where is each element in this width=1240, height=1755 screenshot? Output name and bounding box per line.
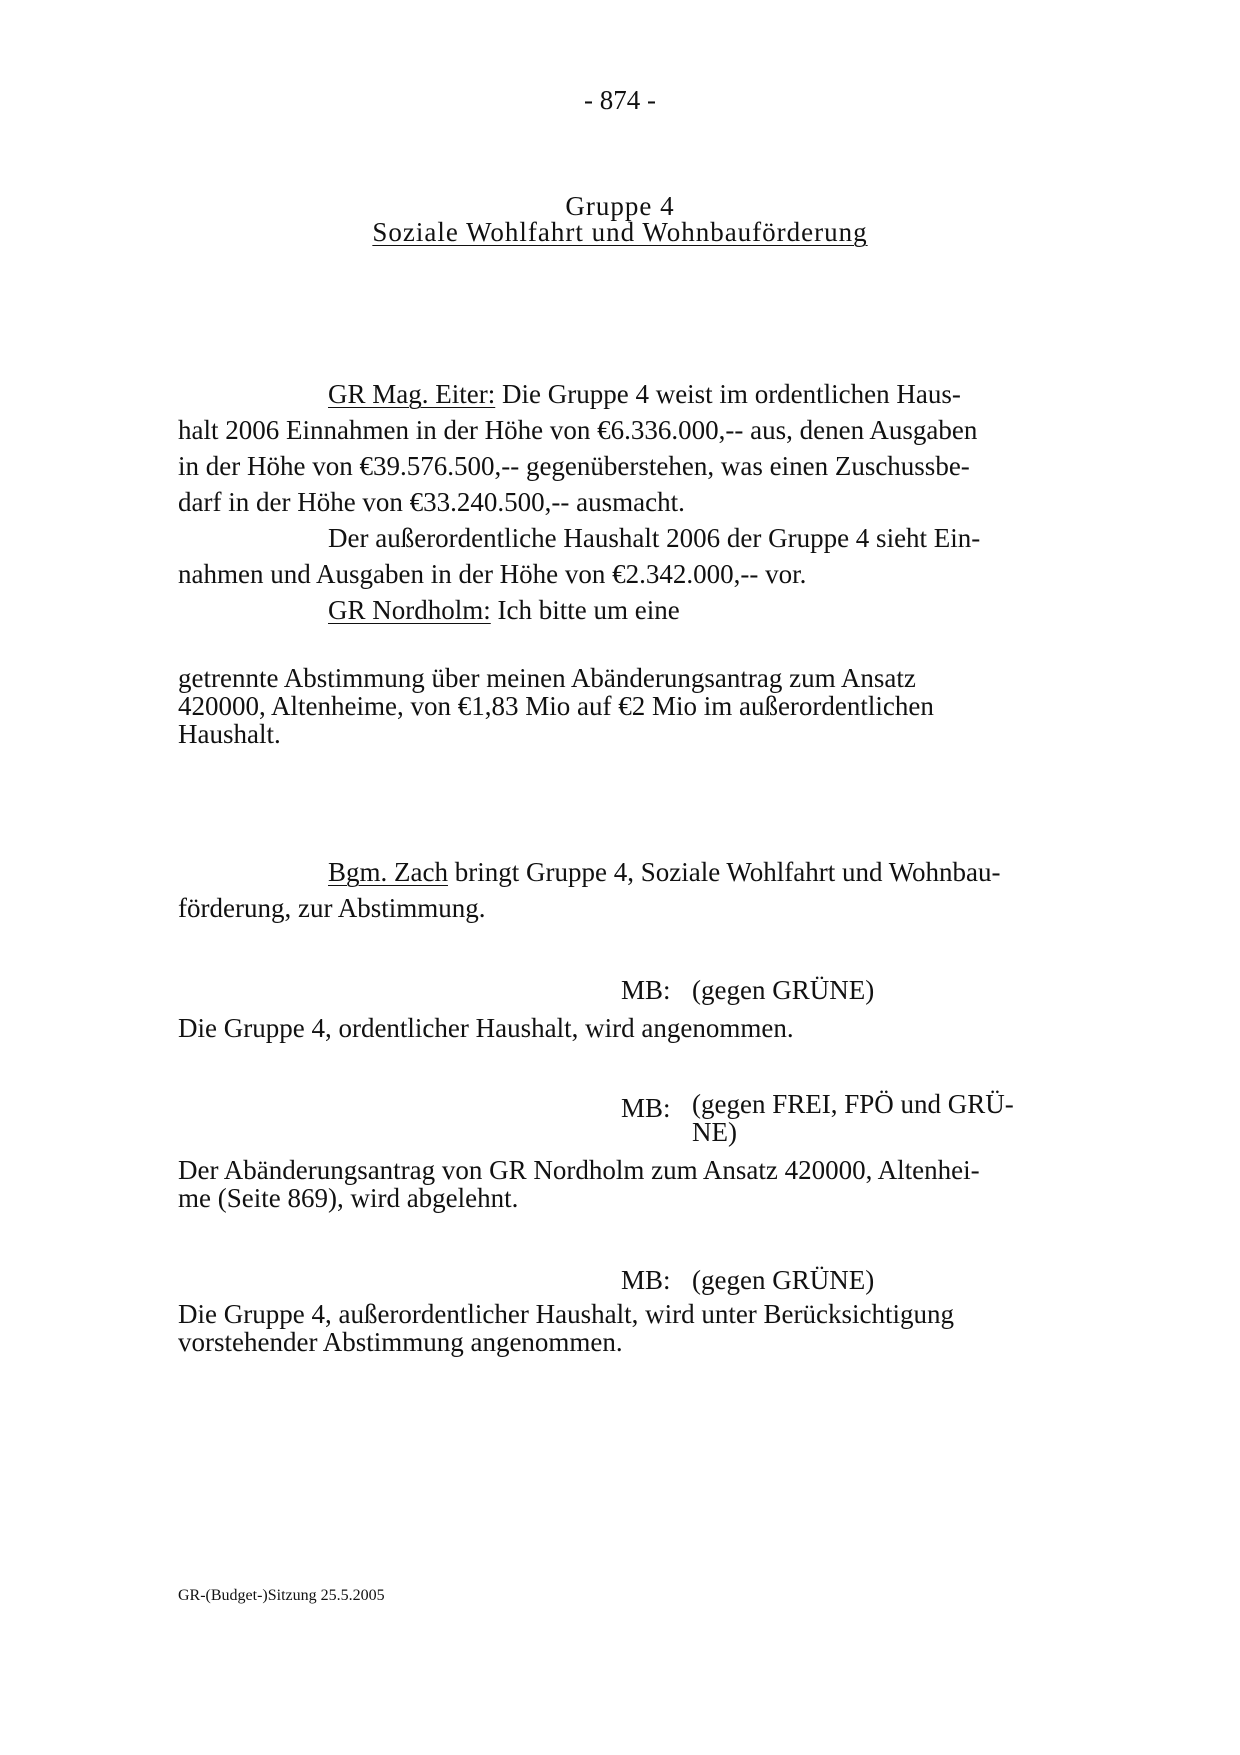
- para1-line1: [328, 376, 961, 412]
- vote3-result-line2: vorstehender Abstimmung angenommen.: [178, 1327, 623, 1357]
- para2-line1: [328, 592, 680, 628]
- vote3-label: MB:: [621, 1265, 671, 1295]
- vote1-result: Die Gruppe 4, ordentlicher Haushalt, wird angenommen.: [178, 1013, 794, 1043]
- para3-line2: förderung, zur Abstimmung.: [178, 893, 486, 923]
- vote2-result-line2: me (Seite 869), wird abgelehnt.: [178, 1183, 519, 1213]
- vote1-value: (gegen GRÜNE): [692, 975, 875, 1005]
- vote2-value-line1: (gegen FREI, FPÖ und GRÜ-: [692, 1089, 1014, 1119]
- para2-line1-text: Ich bitte um eine: [490, 595, 680, 625]
- para1-line5: Der außerordentliche Haushalt 2006 der Gruppe 4 sieht Ein-: [328, 523, 981, 553]
- vote2-value-line2: NE): [692, 1117, 737, 1147]
- section-subheading: Soziale Wohlfahrt und Wohnbauförderung: [372, 217, 868, 247]
- vote1-label: MB:: [621, 975, 671, 1005]
- section-heading: Gruppe 4: [565, 191, 675, 221]
- speaker-zach: Bgm. Zach: [328, 857, 448, 887]
- para3-line1-text: bringt Gruppe 4, Soziale Wohlfahrt und Wohnbau-: [447, 857, 1001, 887]
- page-number: - 874 -: [584, 85, 656, 115]
- para2-line4: Haushalt.: [178, 719, 281, 749]
- vote2-label: MB:: [621, 1093, 671, 1123]
- para1-line6: nahmen und Ausgaben in der Höhe von €2.342.000,-- vor.: [178, 559, 807, 589]
- vote2-result-line1: Der Abänderungsantrag von GR Nordholm zum Ansatz 420000, Altenhei-: [178, 1155, 980, 1185]
- vote3-value: (gegen GRÜNE): [692, 1265, 875, 1295]
- para1-line3: in der Höhe von €39.576.500,-- gegenüberstehen, was einen Zuschussbe-: [178, 451, 970, 481]
- speaker-eiter: GR Mag. Eiter:: [328, 379, 496, 409]
- page-footer: GR-(Budget-)Sitzung 25.5.2005: [178, 1587, 385, 1604]
- para1-line1-text: Die Gruppe 4 weist im ordentlichen Haus-: [495, 379, 961, 409]
- section-subheading-wrap: [0, 214, 1240, 250]
- para2-line3: 420000, Altenheime, von €1,83 Mio auf €2 Mio im außerordentlichen: [178, 691, 934, 721]
- para3-line1: [328, 854, 1001, 890]
- speaker-nordholm: GR Nordholm:: [328, 595, 491, 625]
- vote3-result-line1: Die Gruppe 4, außerordentlicher Haushalt, wird unter Berücksichtigung: [178, 1299, 955, 1329]
- para1-line2: halt 2006 Einnahmen in der Höhe von €6.336.000,-- aus, denen Ausgaben: [178, 415, 978, 445]
- para2-line2: getrennte Abstimmung über meinen Abänderungsantrag zum Ansatz: [178, 663, 916, 693]
- para1-line4: darf in der Höhe von €33.240.500,-- ausmacht.: [178, 487, 685, 517]
